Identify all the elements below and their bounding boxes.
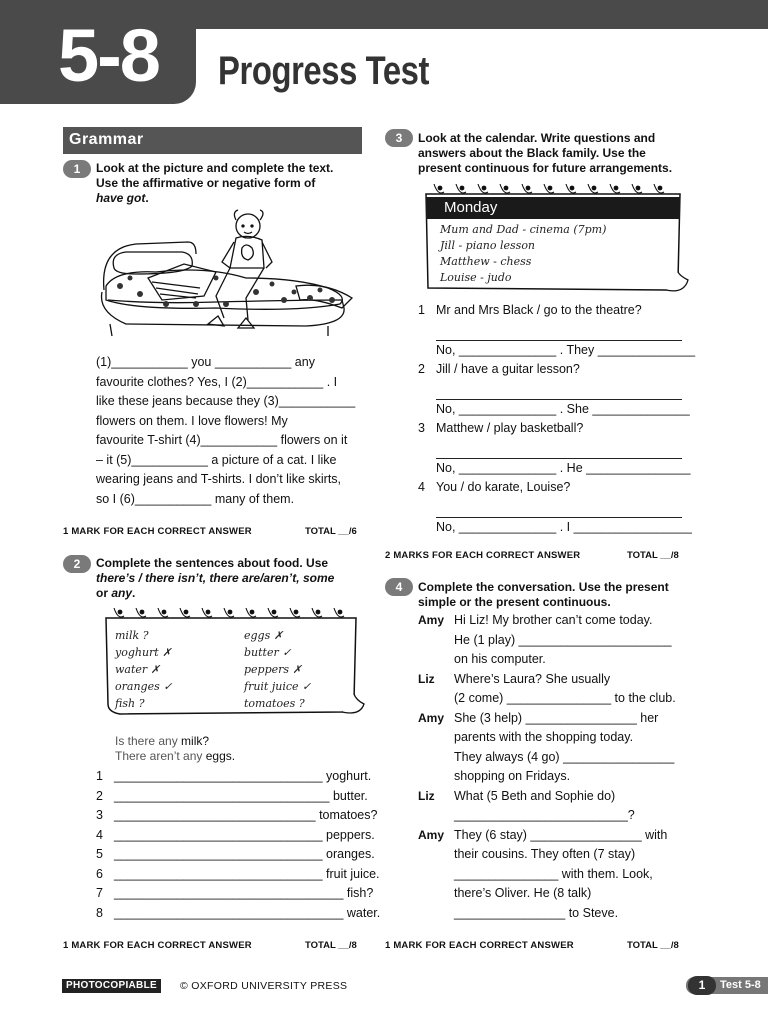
exercise-1-mark: 1 MARK FOR EACH CORRECT ANSWER	[63, 526, 252, 537]
calendar-entry: Jill - piano lesson	[440, 239, 536, 252]
food-item: fruit juice ✓	[244, 680, 312, 693]
exercise-2-badge: 2	[63, 555, 91, 573]
exercise-4-instructions: Complete the conversation. Use the present simple or the present continuous.	[418, 580, 669, 609]
calendar-entry: Mum and Dad - cinema (7pm)	[440, 223, 607, 236]
text-line: flowers on them. I love flowers! My	[96, 413, 288, 428]
text-line: – it (5)___________ a picture of a cat. I like	[96, 452, 337, 467]
answer-line: No, ______________ . He _______________	[436, 460, 691, 475]
calendar-entry: Louise - judo	[440, 271, 512, 284]
exercise-2-mark: 1 MARK FOR EACH CORRECT ANSWER	[63, 940, 252, 951]
text-line: (1)___________ you ___________ any	[96, 355, 315, 369]
list-item: 3 _____________________________ tomatoes?	[96, 808, 378, 822]
exercise-4-badge: 4	[385, 578, 413, 596]
exercise-3-total: TOTAL __/8	[627, 550, 679, 561]
list-item: 7 _________________________________ fish?	[96, 886, 374, 900]
text-line: favourite clothes? Yes, I (2)___________ . I	[96, 374, 338, 389]
exercise-4-mark: 1 MARK FOR EACH CORRECT ANSWER	[385, 940, 574, 951]
dialogue-line: ________________ to Steve.	[454, 905, 619, 920]
test-label: Test 5-8	[720, 979, 761, 991]
food-list-right	[244, 627, 311, 712]
exercise-3-instructions: Look at the calendar. Write questions and answers about the Black family. Use the present continuous for future arrangements.	[418, 131, 673, 175]
question-line: 3 Matthew / play basketball?	[418, 421, 584, 435]
girl-on-bed-illustration	[96, 208, 358, 344]
calendar-entry: Matthew - chess	[440, 255, 532, 268]
dialogue-line: on his computer.	[454, 652, 546, 666]
list-item: 1 ______________________________ yoghurt.	[96, 769, 372, 783]
text-line: like these jeans because they (3)___________	[96, 394, 356, 408]
exercise-2-instructions: Complete the sentences about food. Use there’s / there isn’t, there are/aren’t, some or any.	[96, 556, 335, 600]
food-item: butter ✓	[244, 646, 292, 659]
section-title: Grammar	[69, 131, 144, 148]
exercise-1-text	[96, 353, 366, 509]
text-line: wearing jeans and T-shirts. I don’t like skirts,	[96, 472, 342, 486]
text-line: so I (6)___________ many of them.	[96, 491, 295, 506]
exercise-4-total: TOTAL __/8	[627, 940, 679, 951]
dialogue-line: _________________________?	[454, 808, 635, 822]
list-item: 2 _______________________________ butter.	[96, 788, 368, 803]
food-list-left	[115, 627, 172, 712]
dialogue-line: Liz What (5 Beth and Sophie do)	[418, 788, 616, 803]
unit-number: 5-8	[58, 14, 159, 97]
answer-line: No, ______________ . I _________________	[436, 519, 692, 534]
food-item: fish ?	[115, 697, 145, 710]
publisher-credit: © OXFORD UNIVERSITY PRESS	[180, 980, 348, 992]
food-item: milk ?	[115, 629, 149, 642]
list-item: 8 _________________________________ water.	[96, 905, 381, 920]
dialogue-line: _______________ with them. Look,	[454, 866, 653, 881]
dialogue-line: there’s Oliver. He (8 talk)	[454, 886, 592, 900]
answer-line: No, ______________ . She ______________	[436, 401, 690, 416]
food-item: eggs ✗	[244, 629, 283, 642]
exercise-1-total: TOTAL __/6	[305, 526, 357, 537]
page-title: Progress Test	[218, 49, 429, 93]
dialogue-line: (2 come) _______________ to the club.	[454, 691, 676, 705]
food-item: yoghurt ✗	[115, 646, 172, 659]
dialogue-line: Amy She (3 help) ________________ her	[418, 710, 659, 725]
exercise-4-dialogue	[418, 611, 708, 923]
exercise-2-items	[96, 767, 381, 923]
food-item: water ✗	[115, 663, 160, 676]
exercise-3-items	[418, 301, 696, 537]
calendar-entries	[440, 222, 606, 286]
exercise-3-mark: 2 MARKS FOR EACH CORRECT ANSWER	[385, 550, 581, 561]
answer-blank	[436, 321, 682, 341]
calendar-day: Monday	[426, 197, 680, 219]
answer-line: No, ______________ . They ______________	[436, 342, 696, 357]
exercise-3-badge: 3	[385, 129, 413, 147]
list-item: 4 ______________________________ peppers.	[96, 827, 375, 842]
answer-blank	[436, 380, 682, 400]
text-line: favourite T-shirt (4)___________ flowers on it	[96, 433, 348, 447]
dialogue-line: Amy Hi Liz! My brother can’t come today.	[418, 613, 653, 627]
page-number: 1	[688, 976, 716, 995]
exercise-1-instructions: Look at the picture and complete the text. Use the affirmative or negative form of have got.	[96, 161, 334, 205]
dialogue-line: Liz Where’s Laura? She usually	[418, 671, 611, 686]
photocopiable-label: PHOTOCOPIABLE	[62, 979, 161, 993]
question-line: 4 You / do karate, Louise?	[418, 480, 571, 494]
question-line: 1 Mr and Mrs Black / go to the theatre?	[418, 303, 642, 317]
dialogue-line: their cousins. They often (7 stay)	[454, 847, 636, 861]
dialogue-line: He (1 play) ______________________	[454, 632, 672, 647]
exercise-2-examples: Is there any milk? There aren’t any eggs.	[115, 734, 236, 763]
dialogue-line: They always (4 go) ________________	[454, 749, 675, 764]
list-item: 6 ______________________________ fruit juice.	[96, 866, 380, 881]
answer-blank	[436, 498, 682, 518]
dialogue-line: parents with the shopping today.	[454, 730, 634, 744]
food-item: oranges ✓	[115, 680, 173, 693]
list-item: 5 ______________________________ oranges.	[96, 847, 375, 861]
food-item: peppers ✗	[244, 663, 302, 676]
exercise-1-badge: 1	[63, 160, 91, 178]
question-line: 2 Jill / have a guitar lesson?	[418, 362, 580, 376]
dialogue-line: shopping on Fridays.	[454, 769, 571, 783]
exercise-2-total: TOTAL __/8	[305, 940, 357, 951]
dialogue-line: Amy They (6 stay) ________________ with	[418, 827, 668, 842]
answer-blank	[436, 439, 682, 459]
food-item: tomatoes ?	[244, 697, 305, 710]
